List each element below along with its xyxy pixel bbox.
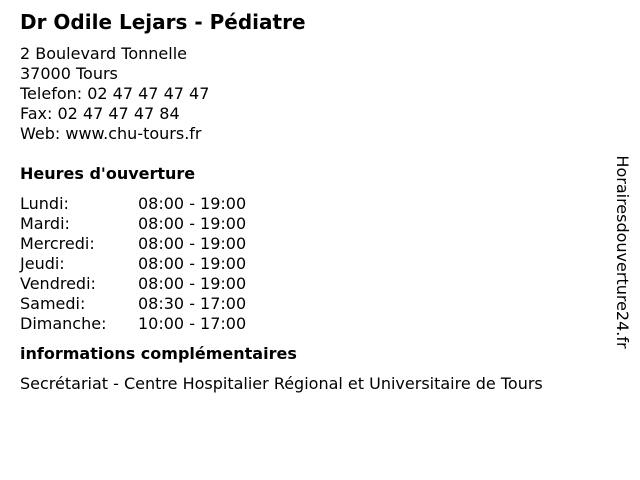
fax-number: Fax: 02 47 47 47 84 [20, 104, 180, 123]
site-watermark: Horairesdouverture24.fr [613, 155, 632, 349]
address-block [20, 44, 610, 144]
hours-row [20, 234, 246, 254]
time-range: 08:30 - 17:00 [138, 294, 247, 313]
street-address: 2 Boulevard Tonnelle [20, 44, 187, 63]
info-heading: informations complémentaires [20, 344, 297, 363]
day-label: Lundi: [20, 194, 69, 213]
time-range: 08:00 - 19:00 [138, 214, 247, 233]
time-range: 10:00 - 17:00 [138, 314, 247, 333]
day-label: Vendredi: [20, 274, 96, 293]
time-range: 08:00 - 19:00 [138, 254, 247, 273]
day-label: Samedi: [20, 294, 86, 313]
hours-row [20, 214, 246, 234]
time-range: 08:00 - 19:00 [138, 274, 247, 293]
city-postcode: 37000 Tours [20, 64, 118, 83]
hours-row [20, 294, 246, 314]
hours-row [20, 314, 246, 334]
time-range: 08:00 - 19:00 [138, 194, 247, 213]
day-label: Dimanche: [20, 314, 107, 333]
website: Web: www.chu-tours.fr [20, 124, 202, 143]
phone-number: Telefon: 02 47 47 47 47 [20, 84, 210, 103]
page-title: Dr Odile Lejars - Pédiatre [20, 10, 306, 34]
time-range: 08:00 - 19:00 [138, 234, 247, 253]
day-label: Mercredi: [20, 234, 95, 253]
hours-row [20, 274, 246, 294]
hours-table [20, 194, 246, 334]
hours-row [20, 254, 246, 274]
day-label: Mardi: [20, 214, 70, 233]
business-card [20, 10, 610, 394]
day-label: Jeudi: [20, 254, 65, 273]
info-text: Secrétariat - Centre Hospitalier Régional et Universitaire de Tours [20, 374, 543, 393]
hours-heading: Heures d'ouverture [20, 164, 196, 183]
hours-row [20, 194, 246, 214]
